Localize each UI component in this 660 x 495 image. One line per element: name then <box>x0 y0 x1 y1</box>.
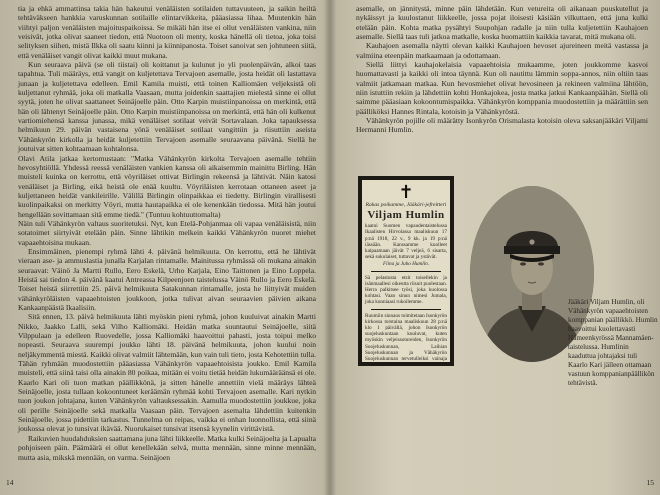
paragraph: asemalle, on jännitystä, minne päin lähdetään. Kun vetureita oli aikanaan puuskutellut ja nykäissyt ja kuulostanut liikkeelle, jossa pojat iloisesti käsiään vilkuttaen, että juna kulki etelään päin. Kohta matka pysähtyi Suupohjan radalle ja niin tulla kuljetettiin Kauhajoen asemalle. Siellä taas tuli jatkoa matkalle, koska huomattiin kaikkia tavarat, mitä mukana oli. <box>356 4 648 42</box>
obituary-signature: Fiina ja Juho Humlin. <box>382 261 430 268</box>
right-text-column <box>356 4 648 135</box>
obituary-funeral-notice: Ruumiin siunaus toimitetaan Isonkyrön kirkossa torstaina maaliskuun 28 p:nä klo 1 päivällä, johon Isonkyrön suojeluskuntaan kuuluvat, kuten myöskin veljeissotureiden, Isonkyrön Suojeluskunnan, Laihian Suojeluskunnan ja Vähäkyrön Suojeluskunnan tervetulleiksi vainaja sankarikuolemansa saavutti. <box>365 312 447 366</box>
paragraph: Näin tuli Vähänkyrön valtaus suoritetuksi. Nyt, kun Etelä-Pohjanmaa oli vapaa venäläisistä, niin sotatoimet siirtyivät etelään päin. Sinne lähtikin melkein kaikki Vähänkyrön nuoret miehet vapaaehtoisina mukaan. <box>18 218 316 247</box>
paragraph: Sitä ennen, 13. päivä helmikuuta lähti myöskin pieni ryhmä, johon kuuluivat ainakin Martti Nikko, Jaakko Lalli, sekä Vilho Kalliomäki. Heidän matka suuntautui Seinäjoelle, siitä Vilppulaan ja edelleen Ruovedelle, jossa Kalliomäki haavoittui pahasti, josta toipui melko nopeasti. Seuraava suurempi joukko lähti 18. päivänä helmikuuta, johon kuului noin neljäkymmentä miestä. Kaikki olivat valmiit lähtemään, kun vain tuli tieto, josta Kehotettiin tulla. Tähän ryhmään muodostettiin pääasiassa Vähänkyrön vapaaehtoisista joukko. Emil Kamila muisteli, että siinä taisi olla ainakin 80 poikaa, mitään ei voitu tietää heidän lukumääräänsä ei ole. Kaarlo Kari oli tuon matkan päällikkönä, ja sitten hänelle annettiin vielä määräys lähteä Seinäjoelle, josta tullaan kokoontuneet keräämän ryhmää kohti Tervajoen asemalle. Kari nytkin tuon joukon johtajana, kuten Vähänkyrön valtauksessakin. Aamulla muodostettiin joukkue, joka oli perille Seinäjoelle sekä matkalla Vaasaan päin. Tervajoen asemalta lähdettiin kuitenkin Seinäjoelle, jossa pidettiin tarkastus. Tunnelma on reipas, vaikka ei onhan luonnollista, että siinä joukossa olevat jo tunsivat ikävää. Nuorukaiset tunsivat itsensä kyynelin virittävistä. <box>18 312 316 434</box>
paragraph: Raikuvien huudahduksien saattamana juna lähti liikkeelle. Matka kulki Seinäjoelta ja Lapualta pohjoiseen päin. Päämäärä ei ollut kenellekään selvä, mutta mennään, sinne minne mennään, mutta asia, mikskä mennään, on varma. Seinäjoen <box>18 433 316 462</box>
paragraph: Kun seuraava päivä (se oli tiistai) oli koittanut ja kulunut jo yli puolenpäivän, alkoi taas tapahtua. Tuli määräys, että vangit on kuljetettava Tervajoen asemalle, josta heidät oli lastattava junaan ja kuljetettava edelleen. Emil Kamila muisti, että toinen Kalliomäen veljeksistä oli kuljettanut ryhmää, joka oli matkalla Vaasaan, mutta joidenkin saattajien mielestä sinne ei ollut syytä, joten he olivat saattaneet Seinäjoelle päin. Otto Karpin muistiinpanoissa on merkintä, että hän oli lähtenyt Seinäjoelle päin. Otto Karpin muistiinpanoissa on merkintä, että hän oli kulkenut vartiomiehensä kanssa junassa, mikä venäläiset sotilaat veivät Sortavalaan. Joka tapauksessa helmikuun 29. päivän vastaisena yönä venäläiset sotilaat vangittiin ja riisuttiin aseista Vähänkyrön kirkolla ja heidät kuljetettiin Tervajoen asemalle seuraavana päivänä. Siellä he joutuivat sitten kohtaamaan kohtalonsa. <box>18 60 316 154</box>
divider <box>371 271 441 272</box>
paragraph: tia ja ehkä ammattinsa takia hän hakeutui venäläisten sotilaiden tuttavuuteen, ja saikin heiltä tehtäväkseen hankkia varuskunnan sotilaille elintarvikkeita, pääasiassa lihaa. Muutenkin hän viihtyi paljon venäläisten majoituspaikoissa. Se mikäli hän itse ei ollut venäläisten vankina, niin veisivät, jotka olivat saaneet tiedon, että Nuotoon oli menty, koska hänellä oli tietoa, joka toisi selityksen siihen, mistä Ilkka oli saatu kiinni ja kiinnipanosta. Toiset sanoivat sen johtuneen siitä, että venäläiset vangit olivat kaikki muut mukana. <box>18 4 316 60</box>
obituary-heading: Rakas poikamme, Jääkäri-jefreitteri <box>365 202 447 208</box>
paragraph: Ensimmäinen, pienempi ryhmä lähti 4. päivänä helmikuuta. On kerrottu, että he lähtivät vieraan ase- ja ammuslastia junalla Karjalan rintamalle. Mainitussa ryhmässä oli mukana ainakin seuraavat: Väinö Ja Martti Rullo, Eero Eskelä, Urho Karjala, Eino Taittonen ja Eino Loppela. Heistä sai tiedon 4. päivänä kaatui Antreassa Kilpeenjoen taistelussa Väinö Rullo ja Eero Eskelä. Toiset heistä siirrettiin 25. päivä helmikuuta Satakunnan rintamalle, josta he liittyivät muiden vähänkyröläisten vapaaehtoisten joukkoon, jotka tulivat aivan seuraavien päivien aikana Kankaanpäästä Ikaalisiin. <box>18 246 316 312</box>
obituary-notice <box>358 176 454 366</box>
cross-icon: ✝ <box>398 182 414 202</box>
paragraph: Olavi Atila jatkaa kertomustaan: "Matka Vähänkyrön kirkolta Tervajoen asemalle tehtiin hevosyhtiöllä. Yhdessä reessä venäläisten vankien kanssa oli aikaisemmin mainittu Birling. Hän muisteli kuinka on kerrottu, että vöyriläiset ottivat Birlingin rekeensä ja lähtivät. Näin katosi venäläiset ja Birling, eikä heistä ole enää kuultu. Vöyriläisten kerrotaan ottaneen aseet ja kuljettaneen heidät vankileirille. Välillä Birlingin olinpaikkaa ei tiedetty. Birlingin virallisesti kuolinpaikaksi on merkitty Vöyri, mutta hautapaikka ei ole kenenkään tiedossa. Mitä hän joutui hengellään sovittamaan sitä emme tiedä." (Tuntuu kohtuuttomalta) <box>18 153 316 219</box>
obituary-name: Viljam Humlin <box>367 209 445 222</box>
paragraph: Vähänkyrön pojille oli määrätty Isonkyrön Orismalasta kotoisin oleva saksanjääkäri Viljami Hermanni Humlin. <box>356 116 648 135</box>
divider <box>371 309 441 310</box>
photo-caption: Jääkäri Viljam Humlin, oli Vähänkyrön vapaaehtoisten komppanian päällikkö. Humlin haavoittui kuolettavasti Hämeenkyrössä Mannamäen-taistelussa. Humlinin kaaduttua johtajaksi tuli Kaarlo Kari jälleen ottamaan vastuun komppanianpäällikön tehtävistä. <box>568 298 658 387</box>
left-page <box>0 0 328 495</box>
page-number: 15 <box>646 478 654 487</box>
obituary-body: kaatui Suomen vapaudentaistelussa Ikaalisten Hirvolassa maaliskuun 17 p:nä 1918, 22 v., 9 kk. ja 19 p:nä iässään. Kanssamme kuolleet kaipaamaan jäivät 7 veljeä, 6 sisarta, sekä sukulaiset, tuttavat ja ystävät. <box>365 223 447 261</box>
obituary-verse: Sä pelastusta etsit toisellekin ja isänmaallesi oikeutta riisuit puolestaan. Herra palkitsee työsi, joka kuolossa kohtasi. Vaan sinun nimesi Jumala, joka kunniaasi rukoilemme. <box>365 274 447 306</box>
left-text-column <box>18 4 316 462</box>
right-page <box>332 0 660 495</box>
page-number: 14 <box>6 478 14 487</box>
paragraph: Siellä liittyi kauhajokelaisia vapaaehtoisia mukaamme, joten joukkomme kasvoi huomattavasti ja kaikki oli intoa täynnä. Kun oli nautittu lämmin soppa-annos, niin oltiin taas valmiit jatkamaan matkaa. Kun hevosmiehet olivat hevosineen ja rekineen valmiina lähtöön, niin istuttiin rekiin ja lähdettiin kohti Honkajokea, josta matka jatkui Kankaanpäähän. Siellä oli saimme pääasiaan kokoontumispaikka. Vähänkyrön komppania muodostettiin ja määrättiin sen päälliköksi Hannes Rintala, kotoisin ja Vähänkyröstä. <box>356 60 648 116</box>
paragraph: Kauhajoen asemalla näytti olevan kaikki Kauhajoen hevoset ajureineen meitä vastassa ja valmiina eteenpäin matkaamaan ja odottamaan. <box>356 41 648 60</box>
